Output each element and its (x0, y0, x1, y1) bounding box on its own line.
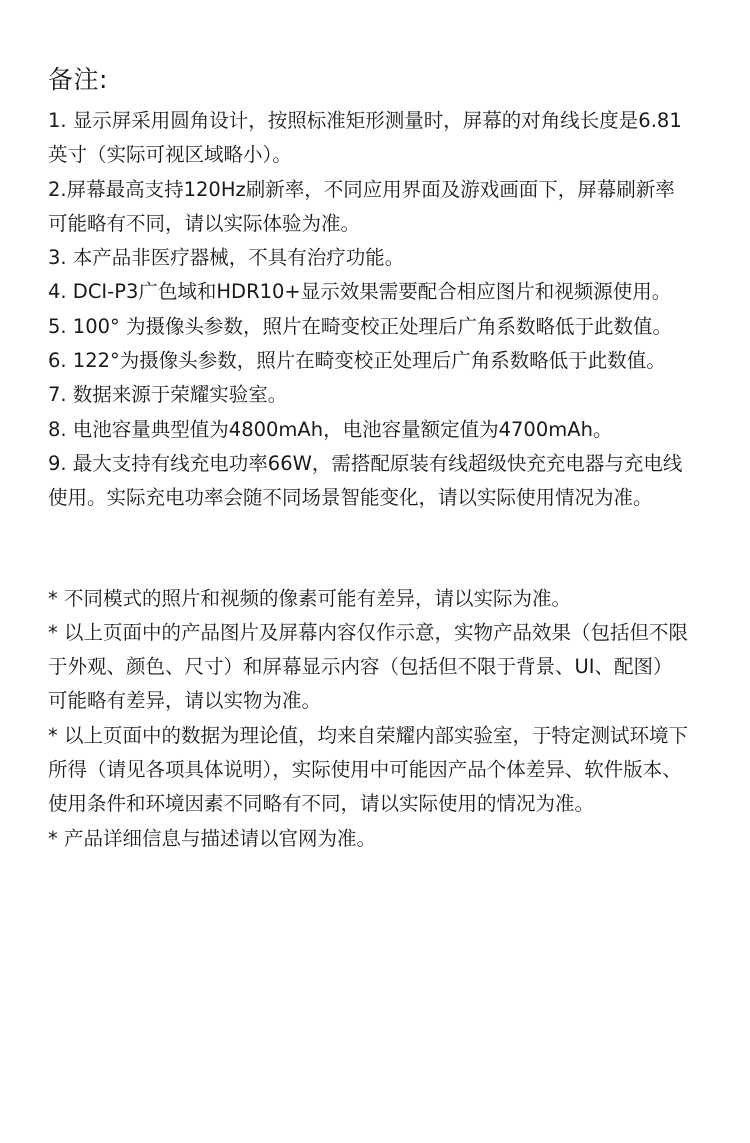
disclaimer-line: 所得（请见各项具体说明），实际使用中可能因产品个体差异、软件版本、 (48, 758, 682, 782)
note-line: 使用。实际充电功率会随不同场景智能变化，请以实际使用情况为准。 (48, 486, 653, 510)
note-line: 可能略有不同，请以实际体验为准。 (48, 211, 361, 235)
disclaimer-line: * 不同模式的照片和视频的像素可能有差异，请以实际为准。 (48, 586, 571, 610)
disclaimer-list (48, 582, 712, 856)
disclaimer-line: 于外观、颜色、尺寸）和屏幕显示内容（包括但不限于背景、UI、配图） (48, 655, 673, 679)
note-line: 6. 122°为摄像头参数，照片在畸变校正处理后广角系数略低于此数值。 (48, 349, 666, 373)
section-spacer (48, 516, 712, 582)
disclaimer-line: 可能略有差异，请以实物为准。 (48, 689, 322, 713)
note-line: 2.屏幕最高支持120Hz刷新率，不同应用界面及游戏画面下，屏幕刷新率 (48, 177, 675, 201)
disclaimer-line: * 以上页面中的数据为理论值，均来自荣耀内部实验室，于特定测试环境下 (48, 723, 688, 747)
disclaimer-line: * 以上页面中的产品图片及屏幕内容仅作示意，实物产品效果（包括但不限 (48, 620, 688, 644)
note-line: 8. 电池容量典型值为4800mAh，电池容量额定值为4700mAh。 (48, 417, 613, 441)
notes-list (48, 104, 712, 516)
disclaimer-line: * 产品详细信息与描述请以官网为准。 (48, 826, 376, 850)
notes-page (48, 58, 712, 856)
note-line: 1. 显示屏采用圆角设计，按照标准矩形测量时，屏幕的对角线长度是6.81 (48, 109, 682, 132)
note-line: 5. 100° 为摄像头参数，照片在畸变校正处理后广角系数略低于此数值。 (48, 314, 672, 338)
note-line: 4. DCI-P3广色域和HDR10+显示效果需要配合相应图片和视频源使用。 (48, 280, 672, 304)
disclaimer-line: 使用条件和环境因素不同略有不同，请以实际使用的情况为准。 (48, 792, 595, 816)
note-line: 英寸（实际可视区域略小）。 (48, 143, 292, 167)
note-line: 9. 最大支持有线充电功率66W，需搭配原装有线超级快充充电器与充电线 (48, 451, 683, 475)
note-line: 3. 本产品非医疗器械，不具有治疗功能。 (48, 246, 405, 270)
notes-title: 备注: (48, 65, 108, 94)
note-line: 7. 数据来源于荣耀实验室。 (48, 383, 288, 407)
